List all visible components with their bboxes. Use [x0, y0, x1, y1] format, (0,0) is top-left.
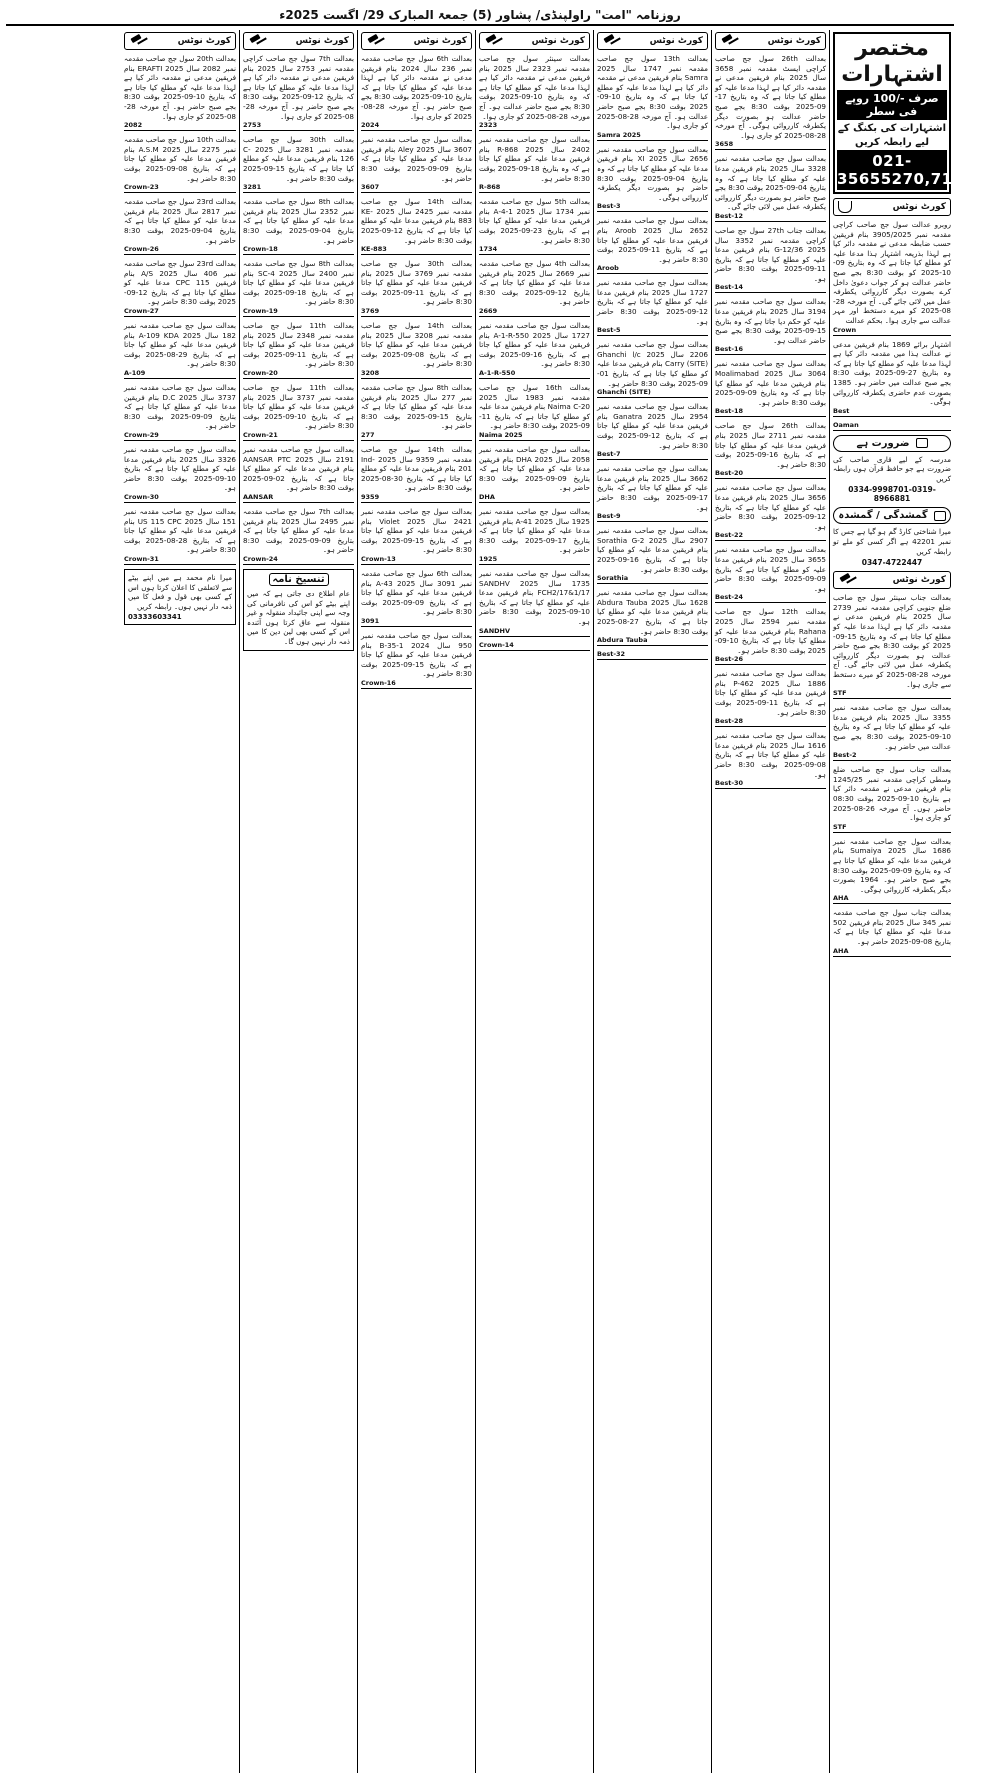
notice-ref: Best-22 [715, 531, 826, 541]
notice-text: بعدالت سول جج صاحب مقدمہ نمبر 2954 سال 2025 Ganatra بنام فریقین مدعا علیہ کو مطلع کیا جاتا ہے کہ بتاریخ 12-09-2025 بوقت 8:30 حاضر ہو۔ [597, 402, 708, 450]
notice-ref: Best-28 [715, 717, 826, 727]
notice [243, 445, 354, 503]
notice-ref: Ghanchi (SITE) [597, 388, 708, 398]
notice [243, 321, 354, 379]
notice-text: بعدالت سول جج صاحب مقدمہ نمبر 3656 سال 2025 بنام فریقین مدعا علیہ کو مطلع کیا جاتا ہے کہ بتاریخ 12-09-2025 بوقت 8:30 حاضر ہو۔ [715, 483, 826, 531]
notice-text: بعدالت 4th سول جج صاحب مقدمہ نمبر 2669 سال 2025 بنام فریقین مدعا علیہ کو مطلع کیا جاتا ہے کہ بتاریخ 12-09-2025 بوقت 8:30 حاضر ہو۔ [479, 259, 590, 307]
notice-ref: 3658 [715, 140, 826, 150]
notice [833, 593, 951, 699]
gavel-icon [484, 35, 504, 47]
column-header-label: کورٹ نوٹس [892, 202, 946, 212]
notice-text: بعدالت 11th سول جج صاحب مقدمہ نمبر 2348 سال 2025 بنام فریقین مدعا علیہ کو مطلع کیا جاتا ہے کہ بتاریخ 11-09-2025 بوقت 8:30 حاضر ہو۔ [243, 321, 354, 369]
notice [833, 340, 951, 417]
notice [124, 507, 236, 565]
notice-ref: Best-9 [597, 512, 708, 522]
notice-text: بعدالت جناب 27th سول جج صاحب کراچی مقدمہ نمبر 3352 سال 2025 G-12/36 بنام فریقین مدعا علیہ کو مطلع کیا جاتا ہے کہ بتاریخ 11-09-2025 بوقت 8:30 حاضر ہو۔ [715, 225, 826, 283]
notice [715, 483, 826, 541]
notice [597, 216, 708, 274]
notice-ref: 277 [361, 431, 472, 441]
notice-ref: Crown-23 [124, 183, 236, 193]
column-header-label: کورٹ نوٹس [531, 36, 585, 46]
notice-ref: Aroob [597, 264, 708, 274]
column-header [124, 32, 236, 50]
notice-text: بعدالت سول جج صاحب مقدمہ نمبر 3328 سال 2025 بنام فریقین مدعا علیہ کو مطلع کیا جاتا ہے کہ وہ بتاریخ 04-09-2025 بوقت 8:30 بجے صبح حاضر ہو بصورت دیگر کارروائی یکطرفہ عمل میں لائی جائے گی۔ [715, 154, 826, 212]
notice-text: بعدالت 14th سول جج صاحب مقدمہ نمبر 3208 سال 2025 بنام فریقین مدعا علیہ کو مطلع کیا جاتا ہے کہ بتاریخ 08-09-2025 بوقت 8:30 حاضر ہو۔ [361, 321, 472, 369]
notice [479, 569, 590, 637]
notice [715, 545, 826, 603]
notice-text: روبرو عدالت سول جج صاحب کراچی مقدمہ نمبر 3905/2025 بنام فریقین حسب ضابطہ مدعی نے مقدمہ دائر کیا ہے لہذا بذریعہ اشتہار ہذا مدعا علیہ کو مطلع کیا جاتا ہے کہ وہ بتاریخ 09-10-2025 کو بوقت 8:30 بجے صبح حاضر عدالت ہو کر جواب دعویٰ داخل کرے بصورت دیگر کارروائی یکطرفہ عمل میں لائی جائے گی۔ آج مورخہ 28-08-2025 کو میرے دستخط اور مہر عدالت سے جاری ہوا۔ بحکم عدالت [832, 220, 951, 325]
notice [833, 455, 951, 504]
notice-text: بعدالت جناب سینئر سول جج صاحب ضلع جنوبی کراچی مقدمہ نمبر 2739 سال 2025 بنام فریقین مدعی نے مقدمہ دائر کیا ہے لہذا مدعا علیہ کو مطلع کیا جاتا ہے کہ وہ بتاریخ 15-09-2025 کو بوقت 8:30 بجے صبح حاضر عدالت ہو بصورت دیگر کارروائی یکطرفہ عمل میں لائی جائے گی۔ آج مورخہ 28-08-2025 کو میرے دستخط سے جاری ہوا۔ [833, 593, 951, 689]
gavel-icon [129, 35, 149, 47]
gavel-icon [602, 35, 622, 47]
classified-phone: 021-35655270,71,72 [837, 152, 981, 188]
notice-text: بعدالت 13th سول جج صاحب مقدمہ نمبر 1747 سال 2025 Samra بنام فریقین مدعی نے مقدمہ دائر کیا ہے لہذا مدعا علیہ کو مطلع کیا جاتا ہے کہ وہ بتاریخ 10-09-2025 بوقت 8:30 بجے صبح حاضر عدالت ہو۔ آج مورخہ 28-08-2025 کو جاری ہوا۔ [597, 54, 709, 131]
boxed-notice [243, 569, 354, 651]
notice-text: بعدالت سول جج صاحب مقدمہ نمبر 950 سال 2024 1-35-B بنام فریقین مدعا علیہ کو مطلع کیا جاتا ہے کہ بتاریخ 15-09-2025 بوقت 8:30 حاضر ہو۔ [361, 630, 472, 679]
column-header [479, 32, 590, 50]
notice-ref: Best-26 [715, 655, 826, 665]
notice-text: بعدالت سول جج صاحب مقدمہ نمبر 182 سال 2025 A-109 KDA بنام فریقین مدعا علیہ کو مطلع کیا جاتا ہے کہ بتاریخ 29-08-2025 بوقت 8:30 حاضر ہو۔ [124, 321, 236, 369]
notice [124, 445, 236, 503]
notice-text: میرا شناختی کارڈ گم ہو گیا ہے جس کا نمبر 42201 ہے اگر کسی کو ملے تو رابطہ کریں [833, 527, 951, 556]
notice-ref: Crown-13 [361, 555, 472, 565]
notice [361, 445, 472, 503]
notice [715, 359, 826, 417]
notice-ref: Best-32 [597, 650, 708, 660]
notice-text: اشتہار برائے 1869 بنام فریقین مدعی نے عدالت ہذا میں مقدمہ دائر کیا ہے لہذا مدعا علیہ کو مطلع کیا جاتا ہے کہ وہ بتاریخ 27-09-2025 بوقت 8:30 بجے صبح عدالت میں حاضر ہو۔ 1385 بصورت عدم حاضری یکطرفہ کارروائی ہوگی۔ [833, 339, 951, 407]
notice-ref: Crown [833, 326, 951, 336]
notice [597, 340, 708, 398]
notice-text: بعدالت سول جج صاحب مقدمہ نمبر 2421 سال 2025 Violet بنام فریقین مدعا علیہ کو مطلع کیا جاتا ہے کہ بتاریخ 15-09-2025 بوقت 8:30 حاضر ہو۔ [361, 506, 472, 555]
notice-text: بعدالت جناب سول جج صاحب مقدمہ نمبر 345 سال 2025 بنام فریقین 502 مدعا علیہ کو مطلع کیا جاتا ہے کہ بتاریخ 08-09-2025 حاضر ہو۔ [833, 908, 951, 947]
column-2 [711, 30, 829, 1773]
notice [833, 527, 951, 567]
notice-ref: Best-5 [597, 326, 708, 336]
notice [479, 507, 590, 565]
notice [597, 588, 708, 646]
notice-text: بعدالت سول جج صاحب مقدمہ نمبر 1925 سال 2025 A-41 بنام فریقین مدعا علیہ کو مطلع کیا جاتا ہے کہ بتاریخ 17-09-2025 بوقت 8:30 حاضر ہو۔ [479, 506, 590, 555]
notice [597, 145, 708, 213]
notice-text: بعدالت سول جج صاحب مقدمہ نمبر 1727 سال 2025 بنام فریقین مدعا علیہ کو مطلع کیا جاتا ہے کہ بتاریخ 12-09-2025 بوقت 8:30 حاضر ہو۔ [597, 278, 708, 326]
notice-ref: 3281 [243, 183, 354, 193]
classified-rate: صرف -/100 روپے فی سطر [837, 90, 947, 120]
notice-text: بعدالت 26th سول جج صاحب مقدمہ نمبر 2711 سال 2025 بنام فریقین مدعا علیہ کو مطلع کیا جاتا ہے کہ بتاریخ 16-09-2025 بوقت 8:30 حاضر ہو۔ [715, 421, 826, 469]
notice [124, 321, 236, 379]
column-header-label: کورٹ نوٹس [177, 36, 231, 46]
notice [833, 765, 951, 833]
notice-ref: Best-12 [715, 212, 826, 222]
notice [243, 259, 354, 317]
notice-ref: A-1-R-550 [479, 369, 590, 379]
notice-ref: Crown-30 [124, 493, 236, 503]
gavel-icon [720, 35, 740, 47]
notice-ref: 1734 [479, 245, 590, 255]
notice [479, 641, 590, 651]
notice-text: بعدالت سول جج صاحب مقدمہ نمبر 3662 سال 2025 بنام فریقین مدعا علیہ کو مطلع کیا جاتا ہے کہ بتاریخ 17-09-2025 بوقت 8:30 حاضر ہو۔ [597, 464, 708, 512]
notice-text: بعدالت 6th سول جج صاحب مقدمہ نمبر 3091 سال 2025 43-A بنام فریقین مدعا علیہ کو مطلع کیا جاتا ہے کہ بتاریخ 09-09-2025 بوقت 8:30 حاضر ہو۔ [361, 568, 472, 617]
notice-text: بعدالت جناب سول جج صاحب ضلع وسطی کراچی مقدمہ نمبر 1245/25 بنام فریقین مدعی نے مقدمہ دائر کیا ہے بتاریخ 10-09-2025 بوقت 08:30 حاضر ہوں۔ آج مورخہ 26-08-2025 کو جاری ہوا۔ [833, 765, 952, 823]
notice-text: بعدالت سول جج صاحب مقدمہ نمبر 3737 سال 2025 D.C بنام فریقین مدعا علیہ کو مطلع کیا جاتا ہے کہ بتاریخ 09-09-2025 بوقت 8:30 حاضر ہو۔ [124, 383, 236, 431]
notice [715, 54, 826, 150]
notice [833, 703, 951, 761]
notice-text: بعدالت سول جج صاحب مقدمہ نمبر 2191 سال 2025 AANSAR PTC بنام فریقین مدعا علیہ کو مطلع کیا جاتا ہے کہ بتاریخ 02-09-2025 بوقت 8:30 حاضر ہو۔ [243, 445, 354, 493]
notice-ref: Crown-24 [243, 555, 354, 565]
phone-number: 0347-4722447 [861, 558, 923, 568]
notice-ref: 2753 [243, 121, 354, 131]
notice [715, 226, 826, 294]
section-lost-text: گمشدگی / گمشدہ [838, 510, 928, 522]
notice-text: بعدالت سول جج صاحب مقدمہ نمبر 3655 سال 2025 بنام فریقین مدعا علیہ کو مطلع کیا جاتا ہے کہ بتاریخ 09-09-2025 بوقت 8:30 حاضر ہو۔ [715, 545, 826, 593]
gavel-icon [248, 35, 268, 47]
column-header-label: کورٹ نوٹس [892, 575, 946, 586]
notice-ref: 3091 [361, 617, 472, 627]
notice-text: بعدالت 8th سول جج صاحب مقدمہ نمبر 277 سال 2025 بنام فریقین مدعا علیہ کو مطلع کیا جاتا ہے کہ بتاریخ 15-09-2025 بوقت 8:30 حاضر ہو۔ [361, 383, 473, 431]
notice-ref: Best-14 [715, 283, 826, 293]
boxed-notice [124, 569, 236, 625]
notice-ref: AANSAR [243, 493, 354, 503]
notice [479, 259, 590, 317]
section-wanted-text: ضرورت ہے [856, 437, 910, 449]
column-header-label: کورٹ نوٹس [295, 36, 349, 46]
column-5 [357, 30, 475, 1773]
notice-text: بعدالت 6th سول جج صاحب مقدمہ نمبر 236 سال 2024 بنام فریقین مدعی نے مقدمہ دائر کیا ہے لہذا مدعا علیہ کو مطلع کیا جاتا ہے کہ بتاریخ 10-09-2025 بوقت 8:30 بجے صبح حاضر ہو۔ آج مورخہ 28-08-2025 کو جاری ہوا۔ [361, 54, 473, 121]
notice [597, 464, 708, 522]
notice-text: بعدالت سول جج صاحب مقدمہ نمبر 3355 سال 2025 بنام فریقین مدعا علیہ کو مطلع کیا جاتا ہے کہ وہ بتاریخ 10-09-2025 بوقت 8:30 بجے صبح عدالت میں حاضر ہو۔ [833, 703, 951, 751]
notice-ref: Crown-27 [124, 307, 236, 317]
notice-text: بعدالت 23rd سول جج صاحب مقدمہ نمبر 406 سال 2025 A/S بنام فریقین CPC 115 مدعا علیہ کو مطلع کیا جاتا ہے کہ بتاریخ 12-09-2025 بوقت 8:30 حاضر ہو۔ [124, 259, 237, 307]
notice-text: بعدالت سول جج صاحب مقدمہ نمبر 2652 سال 2025 Aroob بنام فریقین مدعا علیہ کو مطلع کیا جاتا ہے کہ بتاریخ 11-09-2025 بوقت 8:30 حاضر ہو۔ [597, 216, 708, 264]
notice-text: بعدالت 12th سول جج صاحب مقدمہ نمبر 2594 سال 2025 Rahana بنام فریقین مدعا علیہ کو مطلع کیا جاتا ہے کہ بتاریخ 10-09-2025 بوقت 8:30 حاضر ہو۔ [715, 607, 826, 655]
notice-text: بعدالت 16th سول جج صاحب مقدمہ نمبر 1983 سال 2025 Naima C-20 بنام فریقین مدعا علیہ کو مطلع کیا جاتا ہے کہ بتاریخ 11-09-2025 بوقت 8:30 حاضر ہو۔ [479, 383, 591, 431]
notice [597, 54, 708, 141]
notice [715, 731, 826, 789]
notice-ref: AHA [833, 894, 951, 904]
notice [479, 445, 590, 503]
notice-ref: 2082 [124, 121, 236, 131]
notice [243, 197, 354, 255]
column-7 [121, 30, 239, 1773]
notice-ref: Crown-26 [124, 245, 236, 255]
notice-ref: R-868 [479, 183, 590, 193]
column-header [833, 571, 951, 589]
notice-ref: 1925 [479, 555, 590, 565]
notice-text: بعدالت 30th سول جج صاحب مقدمہ نمبر 3769 سال 2025 بنام فریقین مدعا علیہ کو مطلع کیا جاتا ہے کہ بتاریخ 11-09-2025 بوقت 8:30 حاضر ہو۔ [361, 259, 472, 307]
notice-text: بعدالت سول جج صاحب مقدمہ نمبر 1886 سال 2025 P-462 بنام فریقین مدعا علیہ کو مطلع کیا جاتا ہے کہ بتاریخ 11-09-2025 بوقت 8:30 حاضر ہو۔ [715, 669, 826, 717]
notice [597, 278, 708, 336]
column-3 [593, 30, 711, 1773]
notice-text: بعدالت سول جج صاحب مقدمہ نمبر 3326 سال 2025 بنام فریقین مدعا علیہ کو مطلع کیا جاتا ہے کہ بتاریخ 10-09-2025 بوقت 8:30 حاضر ہو۔ [124, 445, 236, 493]
notice [361, 259, 472, 317]
notice [597, 650, 708, 660]
notice [833, 421, 951, 431]
notice [243, 383, 354, 441]
notice-text: بعدالت سول جج صاحب مقدمہ نمبر 2907 سال 2025 Sorathia G-2 بنام فریقین مدعا علیہ کو مطلع کیا جاتا ہے کہ بتاریخ 16-09-2025 بوقت 8:30 حاضر ہو۔ [597, 526, 708, 574]
column-6 [239, 30, 357, 1773]
column-header-label: کورٹ نوٹس [413, 36, 467, 46]
notice [833, 837, 951, 905]
notice-text: بعدالت سول جج صاحب مقدمہ نمبر 1727 سال 2025 A-1-R-550 بنام فریقین مدعا علیہ کو مطلع کیا جاتا ہے کہ بتاریخ 16-09-2025 بوقت 8:30 حاضر ہو۔ [479, 321, 590, 369]
notice-text: بعدالت سول جج صاحب مقدمہ نمبر 2206 سال 2025 Ghanchi l/c Carry (SITE) بنام فریقین مدعا علیہ کو مطلع کیا جاتا ہے کہ بتاریخ 01-09-2025 بوقت 8:30 حاضر ہو۔ [597, 340, 709, 388]
column-header-label: کورٹ نوٹس [649, 36, 703, 46]
notice-ref: Abdura Tauba [597, 636, 708, 646]
notice-ref: Crown-20 [243, 369, 354, 379]
column-4 [475, 30, 593, 1773]
notice [361, 569, 472, 627]
notice-ref: Naima 2025 [479, 431, 590, 441]
notice [833, 220, 951, 336]
notice-ref: Sorathia [597, 574, 708, 584]
notice [479, 383, 590, 441]
notice-text: بعدالت 14th سول جج صاحب مقدمہ نمبر 9359 سال 2025 Ind-201 بنام فریقین مدعا علیہ کو مطلع کیا جاتا ہے کہ بتاریخ 30-08-2025 بوقت 8:30 حاضر ہو۔ [361, 445, 472, 493]
notice-ref: Best-2 [833, 751, 951, 761]
notice-text: بعدالت سول جج صاحب مقدمہ نمبر 2656 سال 2025 XI بنام فریقین مدعا علیہ کو مطلع کیا جاتا ہے کہ وہ بتاریخ 04-09-2025 بوقت 8:30 حاضر ہو بصورت دیگر یکطرفہ کارروائی ہوگی۔ [597, 144, 708, 202]
notice-text: بعدالت 20th سول جج صاحب مقدمہ نمبر 2082 سال 2025 ERAFTI بنام فریقین مدعی نے مقدمہ دائر کیا ہے لہذا مدعا علیہ کو مطلع کیا جاتا ہے کہ بتاریخ 10-09-2025 بوقت 8:30 بجے صبح حاضر ہو۔ آج مورخہ 28-08-2025 کو جاری ہوا۔ [124, 54, 236, 121]
classified-title: مختصر اشتہارات [841, 36, 943, 87]
notice [479, 54, 590, 131]
notice-text: بعدالت 8th سول جج صاحب مقدمہ نمبر 2352 سال 2025 بنام فریقین مدعا علیہ کو مطلع کیا جاتا ہے کہ بتاریخ 04-09-2025 بوقت 8:30 حاضر ہو۔ [243, 197, 354, 245]
notice-ref: Crown-19 [243, 307, 354, 317]
lost-card-icon [934, 511, 946, 521]
notice [479, 321, 590, 379]
notice [243, 54, 354, 131]
notice-text: بعدالت سول جج صاحب مقدمہ نمبر 151 سال 2025 US 115 CPC بنام فریقین مدعا علیہ کو مطلع کیا جاتا ہے کہ بتاریخ 28-08-2025 بوقت 8:30 حاضر ہو۔ [124, 506, 236, 555]
notice-text: بعدالت 8th سول جج صاحب مقدمہ نمبر 2400 سال 2025 SC-4 بنام فریقین مدعا علیہ کو مطلع کیا جاتا ہے کہ بتاریخ 18-09-2025 بوقت 8:30 حاضر ہو۔ [243, 259, 354, 307]
notice-text: بعدالت سول جج صاحب مقدمہ نمبر 2402 سال 2025 R-868 بنام فریقین مدعا علیہ کو مطلع کیا جاتا ہے کہ وہ بتاریخ 18-09-2025 بوقت 8:30 حاضر ہو۔ [479, 135, 590, 183]
notice [361, 135, 472, 193]
notice [124, 135, 236, 193]
notice-text: بعدالت سول جج صاحب مقدمہ نمبر 3607 سال 2025 Aley بنام فریقین مدعا علیہ کو مطلع کیا جاتا ہے کہ بتاریخ 09-09-2025 بوقت 8:30 حاضر ہو۔ [361, 135, 472, 183]
notice-text: بعدالت 23rd سول جج صاحب مقدمہ نمبر 2817 سال 2025 بنام فریقین مدعا علیہ کو مطلع کیا جاتا ہے کہ بتاریخ 04-09-2025 بوقت 8:30 حاضر ہو۔ [124, 197, 237, 245]
columns-container [6, 30, 981, 1773]
notice-text: بعدالت 11th سول جج صاحب مقدمہ نمبر 3737 سال 2025 بنام فریقین مدعا علیہ کو مطلع کیا جاتا ہے کہ بتاریخ 10-09-2025 بوقت 8:30 حاضر ہو۔ [243, 383, 354, 431]
notice-ref: 3208 [361, 369, 472, 379]
notice-text: بعدالت 30th سول جج صاحب مقدمہ نمبر 3281 سال 2025 C-126 بنام فریقین مدعا علیہ کو مطلع کیا جاتا ہے کہ بتاریخ 15-09-2025 بوقت 8:30 حاضر ہو۔ [243, 135, 354, 183]
notice [243, 135, 354, 193]
notice-ref: Best-18 [715, 407, 826, 417]
boxed-notice-text: میرا نام محمد ہے میں اپنے بیٹے سے لاتعلقی کا اعلان کرتا ہوں اس کے کسی بھی قول و فعل کا میں ذمہ دار نہیں ہوں۔ رابطہ کریں [128, 572, 232, 611]
notice-ref: Best [833, 407, 951, 417]
notice-ref: Best-7 [597, 450, 708, 460]
column-header [361, 32, 472, 50]
column-1 [829, 30, 981, 1773]
notice-text: بعدالت 26th سول جج صاحب کراچی ایسٹ مقدمہ نمبر 3658 سال 2025 بنام فریقین مدعی نے مقدمہ دائر کیا ہے لہذا مدعا علیہ کو مطلع کیا جاتا ہے کہ وہ بتاریخ 17-09-2025 بوقت 8:30 بجے صبح حاضر عدالت ہو بصورت دیگر یکطرفہ کارروائی ہوگی۔ آج مورخہ 28-08-2025 کو جاری ہوا۔ [715, 54, 826, 140]
notice-text: بعدالت 10th سول جج صاحب مقدمہ نمبر 2275 سال 2025 A.S.M بنام فریقین مدعا علیہ کو مطلع کیا جاتا ہے کہ بتاریخ 08-09-2025 بوقت 8:30 حاضر ہو۔ [124, 135, 236, 183]
notice [597, 402, 708, 460]
notice [361, 321, 472, 379]
boxed-notice-title: تنسیخ نامہ [269, 573, 329, 586]
classified-subtitle: اشتہارات کی بکنگ کے لیے رابطہ کریں [837, 123, 947, 148]
notice [361, 54, 472, 131]
notice [124, 259, 236, 317]
notice-ref: 9359 [361, 493, 472, 503]
notice-text: مدرسہ کے لیے قاری صاحب کی ضرورت ہے جو حافظ قرآن ہوں رابطہ کریں [833, 454, 951, 483]
notice-ref: Crown-21 [243, 431, 354, 441]
notice-ref: 2323 [479, 121, 590, 131]
notice [124, 383, 236, 441]
notice-ref: Best-30 [715, 779, 826, 789]
phone-number: 0334-9998701-0319-8966881 [848, 485, 936, 504]
notice-text: بعدالت سول جج صاحب مقدمہ نمبر 3194 سال 2025 بنام فریقین مدعا علیہ کو حکم دیا جاتا ہے کہ وہ بتاریخ 15-09-2025 بوقت 8:30 بجے صبح حاضر عدالت ہو۔ [715, 297, 826, 345]
notice [715, 297, 826, 355]
notice-ref: Crown-29 [124, 431, 236, 441]
notice [715, 669, 826, 727]
notice [361, 507, 472, 565]
column-header [597, 32, 708, 50]
notice [715, 154, 826, 222]
phone-number: 03333603341 [128, 613, 182, 622]
notice-ref: 3607 [361, 183, 472, 193]
section-wanted-label [833, 435, 951, 452]
megaphone-icon [916, 438, 928, 448]
notice [243, 507, 354, 565]
gavel-icon [366, 35, 386, 47]
notice [124, 197, 236, 255]
notice-ref: AHA [833, 947, 951, 957]
notice-text: بعدالت سینئر سول جج صاحب مقدمہ نمبر 2323 سال 2025 بنام فریقین مدعی نے مقدمہ دائر کیا ہے لہذا مدعا علیہ کو مطلع کیا جاتا ہے کہ وہ بتاریخ 10-09-2025 بوقت 8:30 بجے صبح حاضر عدالت ہو۔ آج مورخہ 28-08-2025 کو جاری ہوا۔ [479, 54, 590, 121]
notice-ref: Best-24 [715, 593, 826, 603]
masthead-text: روزنامہ "امت" راولپنڈی/ پشاور (5) جمعۃ المبارک 29/ اگست 2025ء [279, 8, 681, 22]
notice-ref: KE-883 [361, 245, 472, 255]
notice-text: بعدالت سول جج صاحب مقدمہ نمبر 1628 سال 2025 Abdura Tauba بنام فریقین مدعا علیہ کو مطلع کیا جاتا ہے کہ بتاریخ 27-08-2025 بوقت 8:30 حاضر ہو۔ [597, 588, 708, 636]
notice-ref: 3769 [361, 307, 472, 317]
notice [833, 908, 951, 956]
notice-text: بعدالت سول جج صاحب مقدمہ نمبر 1616 سال 2025 بنام فریقین مدعا علیہ کو مطلع کیا جاتا ہے کہ بتاریخ 08-09-2025 بوقت 8:30 حاضر ہو۔ [715, 731, 826, 779]
notice-ref: DHA [479, 493, 590, 503]
notice-text: بعدالت 14th سول جج صاحب مقدمہ نمبر 2425 سال 2025 KE-883 بنام فریقین مدعا علیہ کو مطلع کیا جاتا ہے کہ بتاریخ 12-09-2025 بوقت 8:30 حاضر ہو۔ [361, 197, 472, 245]
notice-ref: A-109 [124, 369, 236, 379]
notice [597, 526, 708, 584]
notice-ref: SANDHV [479, 627, 590, 637]
notice-text: بعدالت سول جج صاحب مقدمہ نمبر 3064 سال 2025 Moalimabad بنام فریقین مدعا علیہ کو مطلع کیا جاتا ہے کہ وہ بتاریخ 09-09-2025 بوقت 8:30 حاضر ہو۔ [715, 359, 826, 407]
notice [479, 197, 590, 255]
notice-text: بعدالت سول جج صاحب مقدمہ نمبر 1686 سال 2025 Sumaiya بنام فریقین مدعا علیہ کو مطلع کیا جاتا ہے کہ وہ بتاریخ 09-09-2025 بوقت 8:30 بجے صبح حاضر ہو۔ 1964 بصورت دیگر یکطرفہ کارروائی ہوگی۔ [833, 836, 952, 894]
notice-ref: STF [833, 689, 951, 699]
notice [361, 197, 472, 255]
classified-ad-box [833, 32, 981, 194]
column-header [243, 32, 354, 50]
notice-ref: Crown-14 [479, 641, 590, 651]
notice [715, 421, 826, 479]
notice-ref: 2024 [361, 121, 472, 131]
notice-ref: Crown-18 [243, 245, 354, 255]
notice-ref: Best-16 [715, 345, 826, 355]
notice-ref: Best-20 [715, 469, 826, 479]
notice [715, 607, 826, 665]
notice-ref: Crown-16 [361, 679, 472, 689]
column-header [833, 198, 951, 216]
notice-text: بعدالت 7th سول جج صاحب کراچی مقدمہ نمبر 2753 سال 2025 بنام فریقین مدعی نے مقدمہ دائر کیا ہے لہذا مدعا علیہ کو مطلع کیا جاتا ہے کہ بتاریخ 12-09-2025 بوقت 8:30 بجے صبح حاضر ہو۔ آج مورخہ 28-08-2025 کو جاری ہوا۔ [243, 54, 354, 121]
notice [361, 631, 472, 689]
notice-ref: Best-3 [597, 202, 708, 212]
scale-icon [838, 201, 852, 213]
gavel-icon [838, 574, 858, 586]
notice-text: بعدالت 7th سول جج صاحب مقدمہ نمبر 2495 سال 2025 بنام فریقین مدعا علیہ کو مطلع کیا جاتا ہے کہ بتاریخ 09-09-2025 بوقت 8:30 حاضر ہو۔ [243, 506, 354, 555]
notice-ref: STF [833, 823, 951, 833]
boxed-notice-text: عام اطلاع دی جاتی ہے کہ میں اپنے بیٹے کو اس کی نافرمانی کی وجہ سے اپنی جائیداد منقولہ و غیر منقولہ سے عاق کرتا ہوں آئندہ اس کے کسی بھی لین دین کا میں ذمہ دار نہیں ہوں گا۔ [247, 588, 350, 646]
masthead [6, 6, 954, 26]
notice-text: بعدالت سول جج صاحب مقدمہ نمبر 1735 سال 2025 SANDHV FCH2/17&1/17 بنام فریقین مدعا علیہ کو مطلع کیا جاتا ہے کہ بتاریخ 10-09-2025 بوقت 8:30 حاضر ہو۔ [479, 568, 590, 626]
section-lost-label [833, 507, 951, 524]
notice [479, 135, 590, 193]
notice-text: بعدالت 5th سول جج صاحب مقدمہ نمبر 1734 سال 2025 1-4-A بنام فریقین مدعا علیہ کو مطلع کیا جاتا ہے کہ بتاریخ 23-09-2025 بوقت 8:30 حاضر ہو۔ [479, 197, 590, 245]
notice [124, 54, 236, 131]
notice [361, 383, 472, 441]
notice-ref: 2669 [479, 307, 590, 317]
column-header [715, 32, 826, 50]
notice-text: بعدالت سول جج صاحب مقدمہ نمبر 2058 سال 2025 DHA بنام فریقین مدعا علیہ کو مطلع کیا جاتا ہے کہ بتاریخ 09-09-2025 بوقت 8:30 حاضر ہو۔ [479, 445, 590, 493]
notice-ref: Crown-31 [124, 555, 236, 565]
column-header-label: کورٹ نوٹس [767, 36, 821, 46]
notice-ref: Oaman [833, 421, 951, 431]
notice-ref: Samra 2025 [597, 131, 708, 141]
